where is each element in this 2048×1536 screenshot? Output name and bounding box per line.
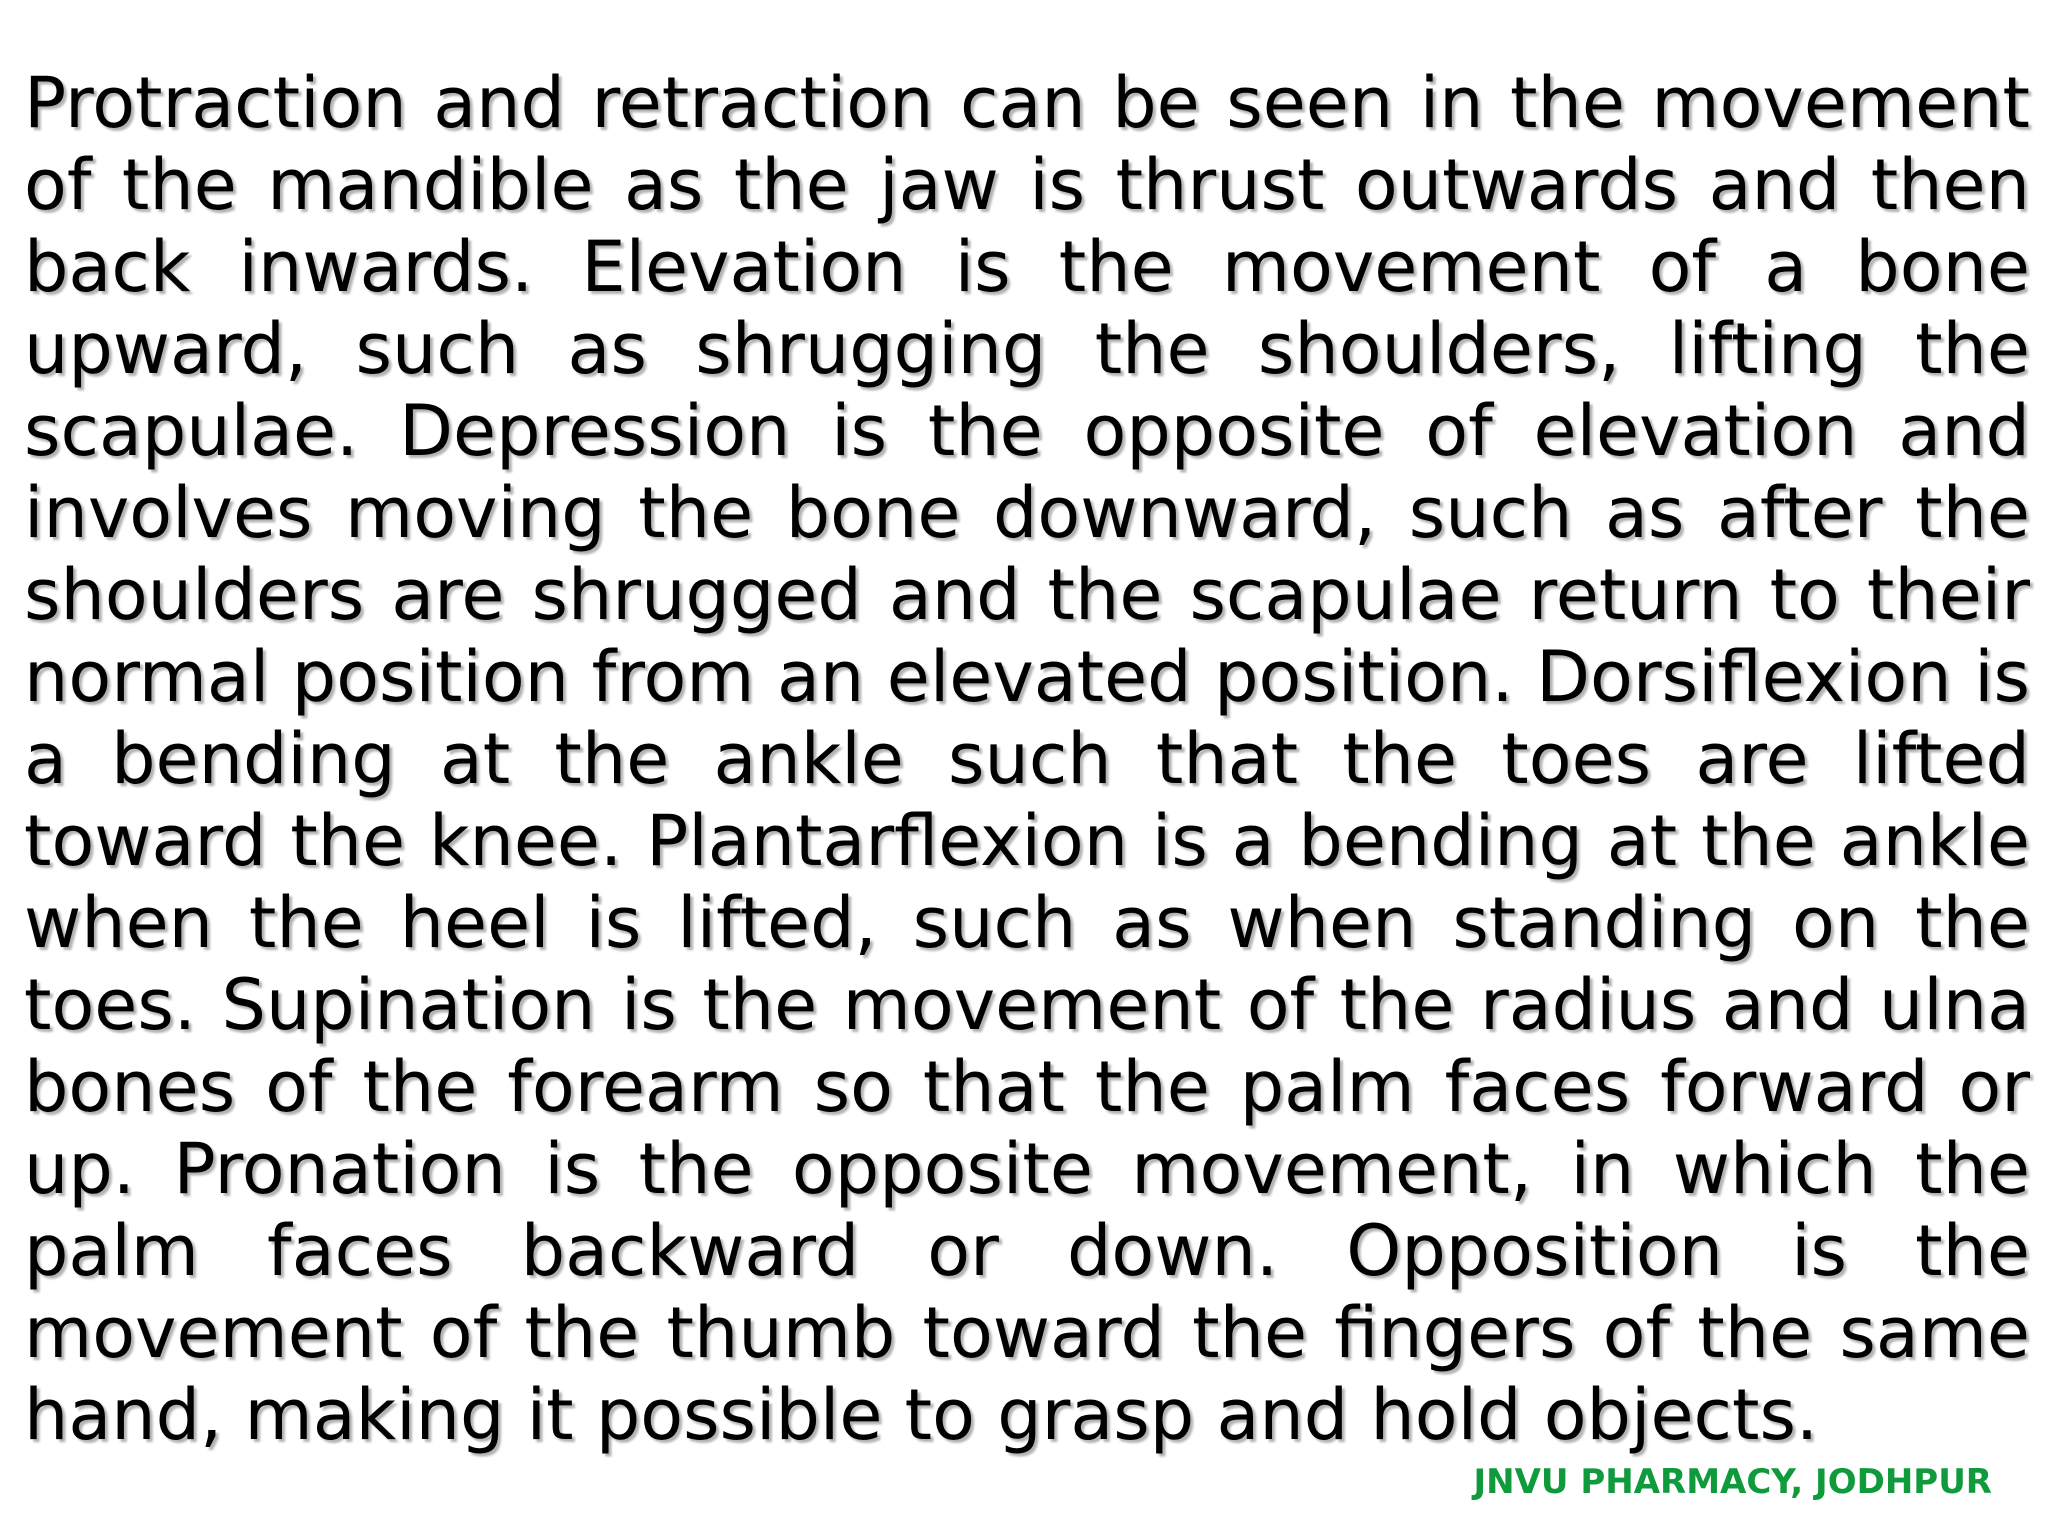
footer-institution: JNVU PHARMACY, JODHPUR (1473, 1462, 1992, 1502)
body-paragraph: Protraction and retraction can be seen in the movement of the mandible as the jaw is thrust outwards and then back inwards. Elevation is the movement of a bone upward, such as shrugging the shoulders, lifting the scapulae. Depression is the opposite of elevation and involves moving the bone downward, such as after the shoulders are shrugged and the scapulae return to their normal position from an elevated position. Dorsiflexion is a bending at the ankle such that the toes are lifted toward the knee. Plantarflexion is a bending at the ankle when the heel is lifted, such as when standing on the toes. Supination is the movement of the radius and ulna bones of the forearm so that the palm faces forward or up. Pronation is the opposite movement, in which the palm faces backward or down. Opposition is the movement of the thumb toward the fingers of the same hand, making it possible to grasp and hold objects. (24, 62, 2030, 1456)
